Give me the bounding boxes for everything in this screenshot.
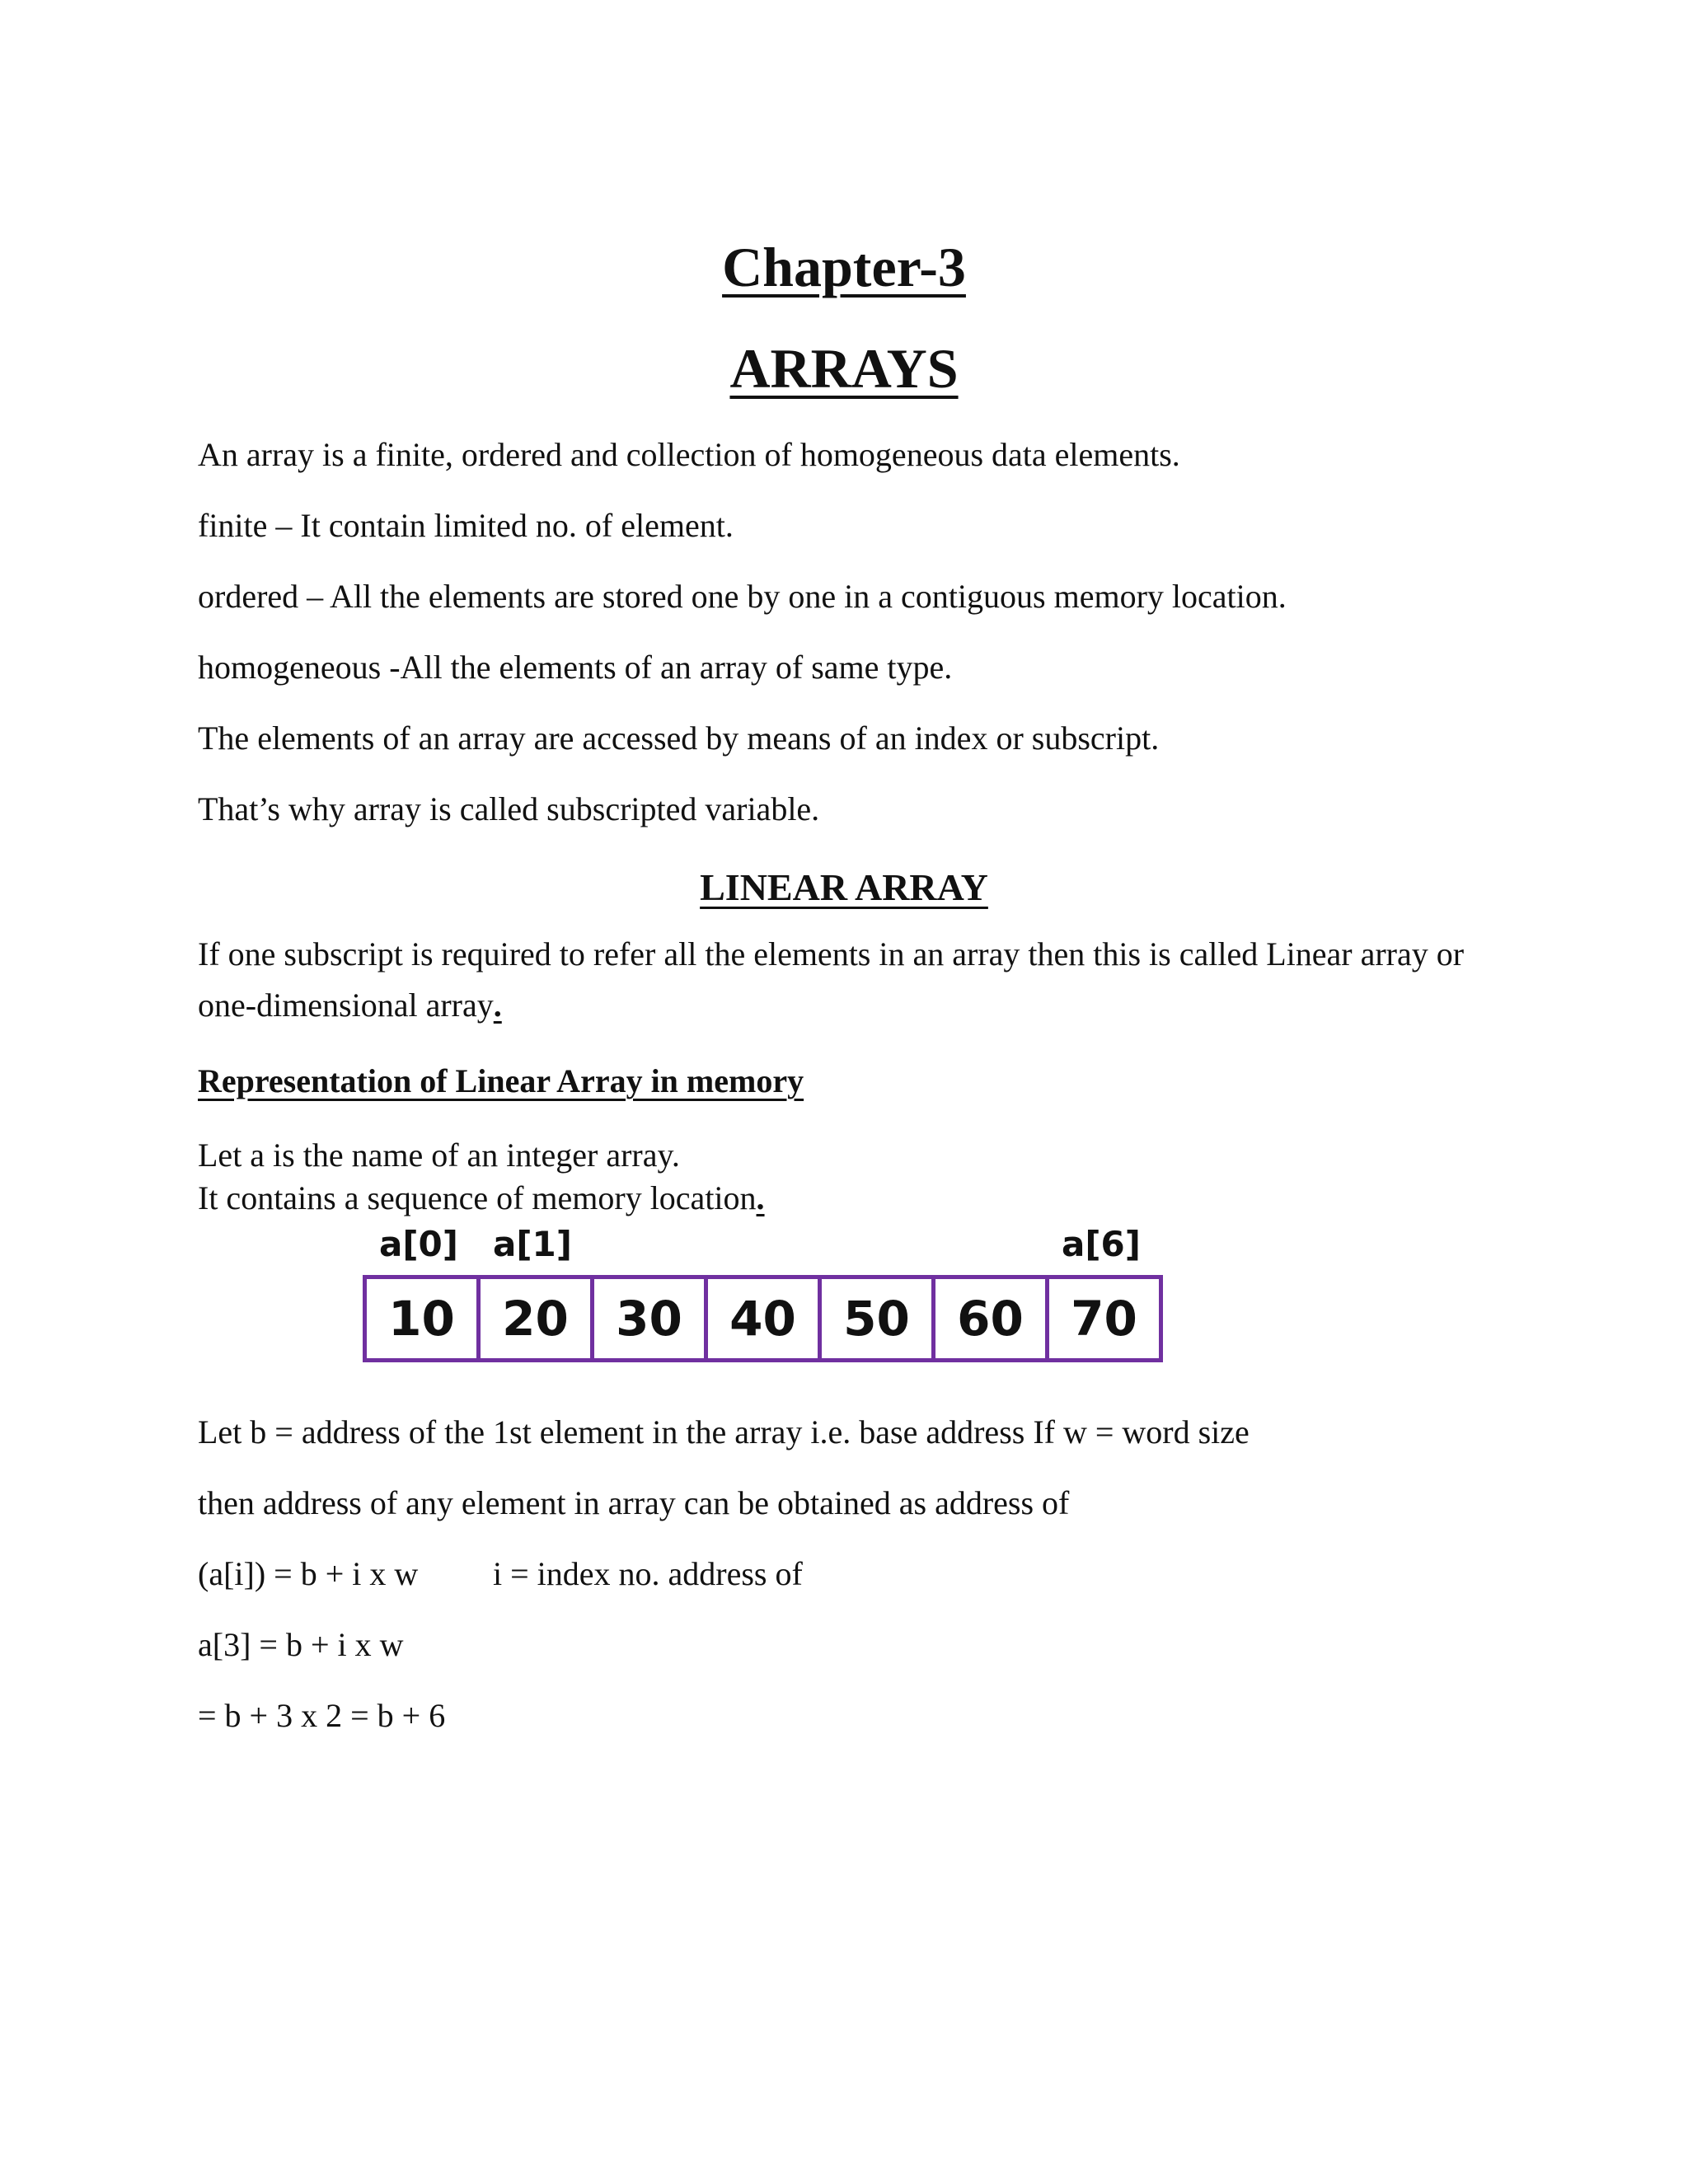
- linear-array-line2-dot: .: [493, 987, 502, 1024]
- definition-text: An array is a finite, ordered and collection of homogeneous data elements.: [198, 436, 1180, 473]
- finite-text: finite – It contain limited no. of element.: [198, 507, 734, 544]
- address-example2: = b + 3 x 2 = b + 6: [198, 1697, 446, 1734]
- array-cell: 30: [594, 1279, 708, 1358]
- array-cell: 60: [935, 1279, 1049, 1358]
- representation-line1: Let a is the name of an integer array.: [198, 1137, 680, 1174]
- ordered-text: ordered – All the elements are stored one by one in a contiguous memory location.: [198, 578, 1287, 615]
- array-diagram: [363, 1224, 1162, 1364]
- array-cell: 70: [1071, 1291, 1137, 1347]
- address-formula-note: i = index no. address of: [493, 1555, 803, 1592]
- homogeneous-text: homogeneous -All the elements of an array of same type.: [198, 649, 953, 686]
- representation-line2-text: It contains a sequence of memory location: [198, 1179, 757, 1216]
- linear-array-heading: LINEAR ARRAY: [700, 866, 988, 908]
- array-cell: 40: [708, 1279, 822, 1358]
- index-label-a1: a[1]: [493, 1224, 572, 1264]
- access-text: The elements of an array are accessed by means of an index or subscript.: [198, 719, 1160, 757]
- address-line1: Let b = address of the 1st element in the array i.e. base address If w = word size: [198, 1413, 1250, 1451]
- address-formula: (a[i]) = b + i x w: [198, 1555, 419, 1592]
- array-cell: 50: [822, 1279, 935, 1358]
- chapter-heading: Chapter-3: [722, 236, 966, 298]
- array-cells: [363, 1275, 1163, 1362]
- representation-heading: Representation of Linear Array in memory: [198, 1062, 804, 1099]
- representation-line2-dot: .: [756, 1179, 765, 1216]
- array-cell: 10: [367, 1279, 481, 1358]
- array-cell: 20: [481, 1279, 594, 1358]
- index-label-a6: a[6]: [1062, 1224, 1141, 1264]
- address-example1: a[3] = b + i x w: [198, 1626, 404, 1663]
- linear-array-line1: If one subscript is required to refer all the elements in an array then this is called Linear array or: [198, 935, 1465, 972]
- linear-array-line2: [198, 981, 502, 1030]
- address-line2: then address of any element in array can be obtained as address of: [198, 1484, 1070, 1521]
- representation-line2: [198, 1174, 765, 1223]
- index-label-a0: a[0]: [379, 1224, 458, 1264]
- subscripted-text: That’s why array is called subscripted variable.: [198, 790, 820, 827]
- page-title: ARRAYS: [729, 337, 959, 400]
- linear-array-line2-text: one-dimensional array: [198, 987, 494, 1024]
